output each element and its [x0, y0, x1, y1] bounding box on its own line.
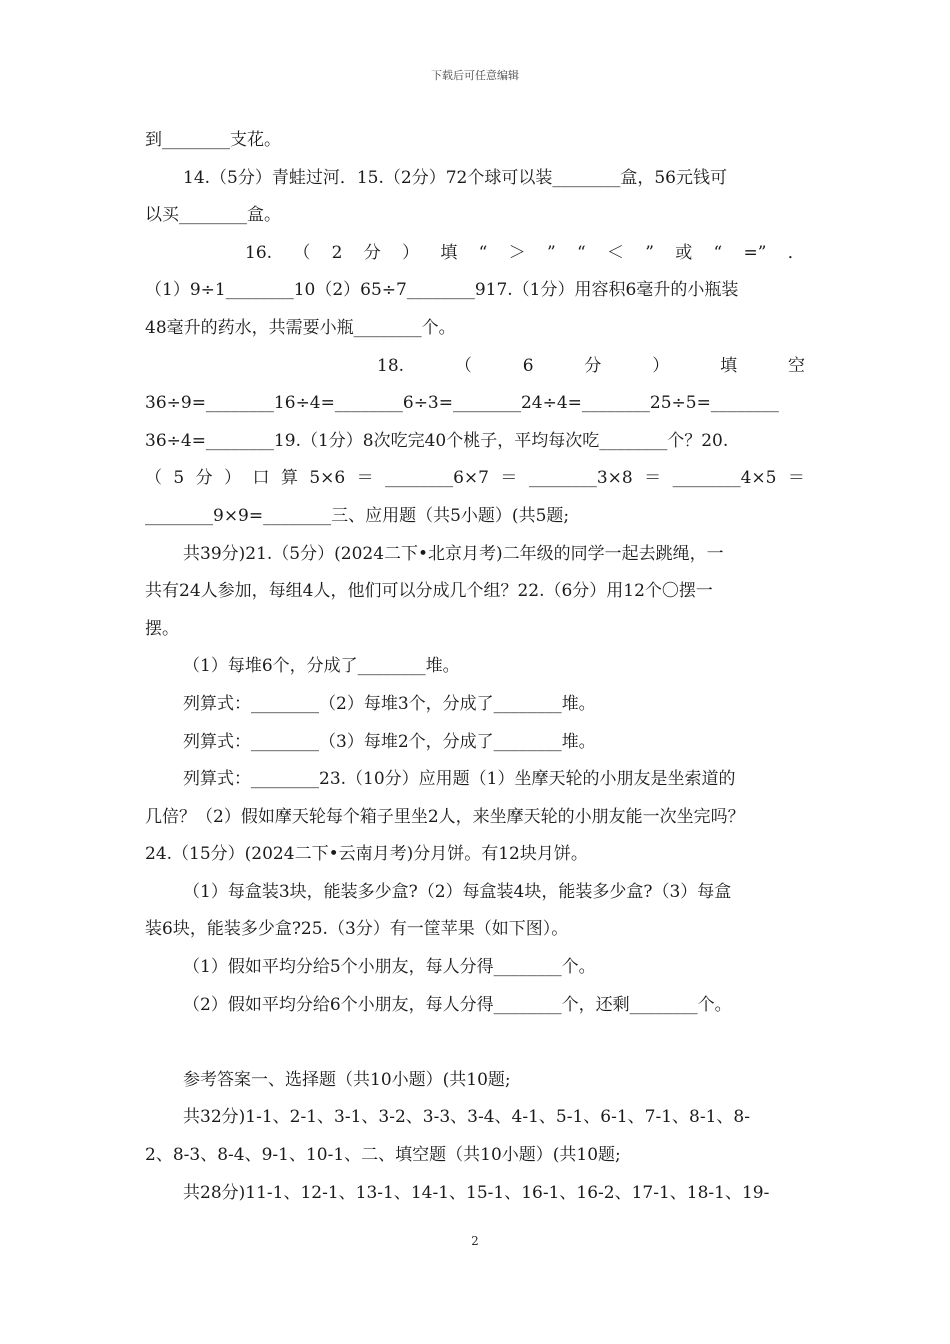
document-body: [145, 122, 805, 1212]
page-header: 下载后可任意编辑: [431, 69, 519, 82]
text-line: 摆。: [145, 618, 179, 639]
text-line: 24.（15分）(2024二下•云南月考)分月饼。有12块月饼。: [145, 844, 588, 865]
text-token: 18.: [377, 355, 405, 376]
text-token: 5: [173, 468, 185, 489]
text-token: ）: [402, 242, 420, 263]
text-token: 5×6: [309, 468, 346, 489]
text-token: ”: [546, 242, 556, 263]
text-token: （: [293, 242, 311, 263]
text-token: 6: [522, 355, 534, 376]
page-number: 2: [471, 1234, 479, 1248]
text-line: （1）9÷1________10（2）65÷7________917.（1分）用容积6毫升的小瓶装: [145, 280, 739, 301]
text-token: 或: [675, 242, 693, 263]
text-token: 填: [720, 355, 738, 376]
justified-line-question-18: [145, 348, 805, 386]
text-token: 空: [787, 355, 805, 376]
text-token: ＝: [356, 468, 374, 489]
text-token: ）: [652, 355, 670, 376]
text-token: 分: [195, 468, 213, 489]
text-token: “: [576, 242, 586, 263]
text-line: 共39分)21.（5分）(2024二下•北京月考)二年级的同学一起去跳绳，一: [183, 543, 724, 564]
text-line: 列算式：________（3）每堆2个，分成了________堆。: [183, 731, 596, 752]
text-token: （: [454, 355, 472, 376]
text-line: （2）假如平均分给6个小朋友，每人分得________个，还剩________个。: [183, 994, 732, 1015]
text-line: 几倍？（2）假如摩天轮每个箱子里坐2人，来坐摩天轮的小朋友能一次坐完吗？: [145, 806, 745, 827]
text-token: ________6×7: [385, 468, 489, 489]
text-line: 列算式：________（2）每堆3个，分成了________堆。: [183, 693, 596, 714]
text-token: ＞: [508, 242, 526, 263]
text-token: 算: [280, 468, 298, 489]
text-line: 到________支花。: [145, 130, 281, 150]
text-line: 参考答案一、选择题（共10小题）(共10题;: [183, 1069, 511, 1090]
text-line: 36÷4=________19.（1分）8次吃完40个桃子，平均每次吃________个？20.: [145, 430, 729, 451]
text-line: 以买________盒。: [145, 205, 281, 226]
text-line: 36÷9=________16÷4=________6÷3=________24÷4=________25÷5=________: [145, 393, 779, 414]
justified-line-question-20: [145, 460, 805, 498]
text-line: 2、8-3、8-4、9-1、10-1、二、填空题（共10小题）(共10题;: [145, 1145, 621, 1166]
text-token: 2: [331, 242, 343, 263]
text-line: （1）每盒装3块，能装多少盒?（2）每盒装4块，能装多少盒?（3）每盒: [183, 881, 732, 902]
text-line: 列算式：________23.（10分）应用题（1）坐摩天轮的小朋友是坐索道的: [183, 769, 736, 790]
text-token: ________3×8: [528, 468, 633, 489]
text-line: 48毫升的药水，共需要小瓶________个。: [145, 317, 456, 338]
text-token: 填: [440, 242, 458, 263]
text-line: 共32分)1-1、2-1、3-1、3-2、3-3、3-4、4-1、5-1、6-1、7-1、8-1、8-: [183, 1107, 750, 1128]
text-token: 分: [363, 242, 381, 263]
text-line: ________9×9=________三、应用题（共5小题）(共5题;: [145, 505, 570, 526]
text-token: ________4×5: [672, 468, 777, 489]
text-line: 装6块，能装多少盒?25.（3分）有一筐苹果（如下图）。: [145, 919, 569, 940]
blank-gap: [145, 1024, 805, 1062]
text-token: “: [713, 242, 723, 263]
text-token: 16.: [245, 242, 273, 263]
text-token: 口: [252, 468, 270, 489]
text-line: 共有24人参加，每组4人，他们可以分成几个组？22.（6分）用12个〇摆一: [145, 581, 713, 602]
text-line: （1）假如平均分给5个小朋友，每人分得________个。: [183, 957, 596, 978]
text-token: ）: [224, 468, 242, 489]
justified-line-question-16: [145, 235, 805, 273]
text-token: ”: [645, 242, 654, 263]
text-line: （1）每堆6个，分成了________堆。: [183, 656, 460, 677]
text-line: 共28分)11-1、12-1、13-1、14-1、15-1、16-1、16-2、17-1、18-1、19-: [183, 1182, 770, 1203]
text-line: 14.（5分）青蛙过河．15.（2分）72个球可以装________盒，56元钱可: [183, 167, 727, 188]
text-token: ＜: [606, 242, 624, 263]
text-token: “: [478, 242, 488, 263]
text-token: ＝: [787, 468, 805, 489]
text-token: ＝: [500, 468, 518, 489]
text-token: =”: [743, 242, 767, 263]
text-token: 分: [584, 355, 602, 376]
text-token: ＝: [644, 468, 662, 489]
text-token: （: [145, 468, 162, 489]
text-token: ．: [787, 242, 805, 263]
